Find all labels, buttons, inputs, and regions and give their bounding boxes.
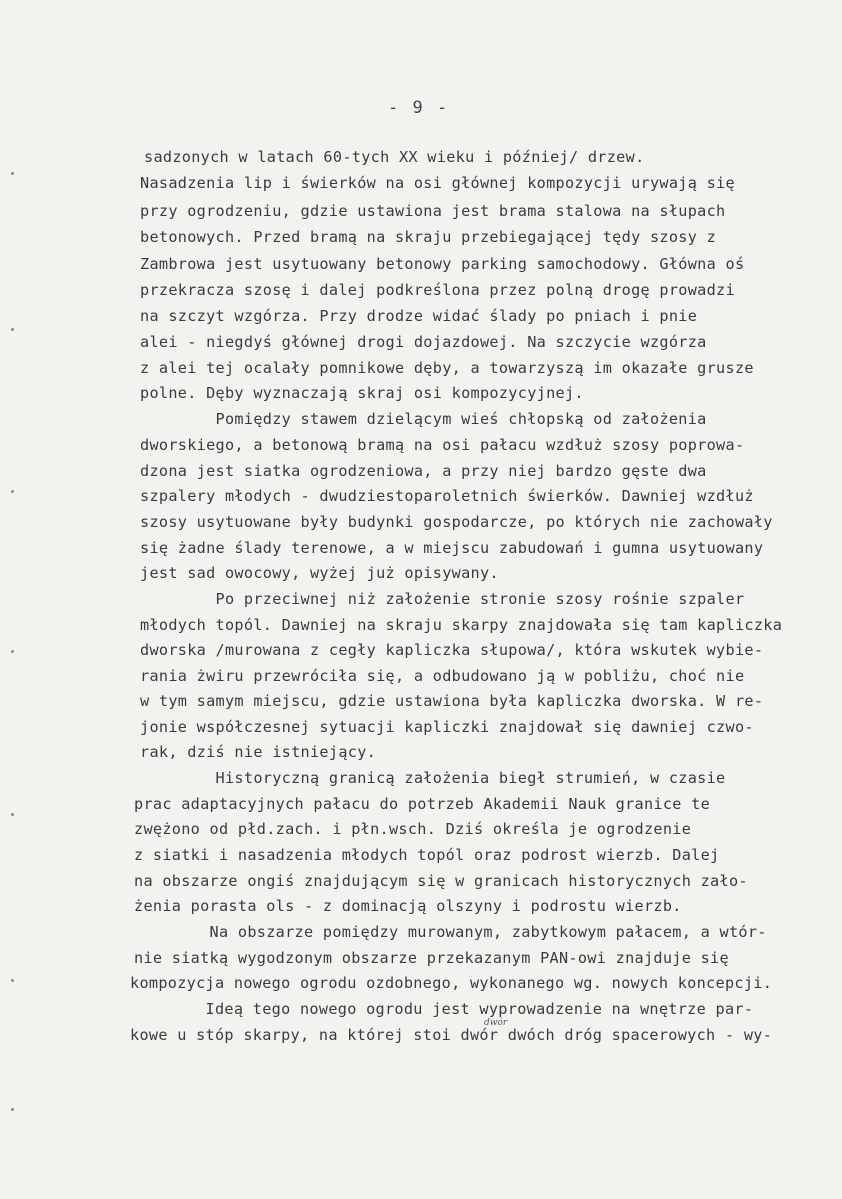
margin-mark bbox=[11, 328, 14, 331]
text-line: Po przeciwnej niż założenie stronie szosy rośnie szpaler bbox=[140, 590, 745, 608]
text-line: przekracza szosę i dalej podkreślona przez polną drogę prowadzi bbox=[140, 281, 735, 299]
text-line: na obszarze ongiś znajdującym się w granicach historycznych zało- bbox=[134, 872, 748, 890]
text-line: rania żwiru przewróciła się, a odbudowano ją w pobliżu, choć nie bbox=[140, 667, 745, 685]
margin-mark bbox=[11, 813, 14, 816]
text-line: szpalery młodych - dwudziestoparoletnich świerków. Dawniej wzdłuż bbox=[140, 487, 754, 505]
text-line: przy ogrodzeniu, gdzie ustawiona jest brama stalowa na słupach bbox=[140, 202, 726, 220]
margin-mark bbox=[11, 650, 14, 653]
text-line: młodych topól. Dawniej na skraju skarpy znajdowała się tam kapliczka bbox=[140, 616, 783, 634]
margin-mark bbox=[11, 172, 14, 175]
text-line: Nasadzenia lip i świerków na osi głównej kompozycji urywają się bbox=[140, 174, 735, 192]
text-line: na szczyt wzgórza. Przy drodze widać ślady po pniach i pnie bbox=[140, 307, 698, 325]
margin-mark bbox=[11, 490, 14, 493]
handwritten-annotation: dwór bbox=[484, 1018, 508, 1028]
text-line: kompozycja nowego ogrodu ozdobnego, wykonanego wg. nowych koncepcji. bbox=[130, 974, 773, 992]
text-line: dworska /murowana z cegły kapliczka słupowa/, która wskutek wybie- bbox=[140, 641, 764, 659]
text-line: Pomiędzy stawem dzielącym wieś chłopską od założenia bbox=[140, 410, 707, 428]
text-line: Zambrowa jest usytuowany betonowy parking samochodowy. Główna oś bbox=[140, 255, 745, 273]
text-line: Na obszarze pomiędzy murowanym, zabytkowym pałacem, a wtór- bbox=[134, 923, 767, 941]
text-line: się żadne ślady terenowe, a w miejscu zabudowań i gumna usytuowany bbox=[140, 539, 764, 557]
text-line: sadzonych w latach 60-tych XX wieku i później/ drzew. bbox=[144, 148, 645, 166]
text-line: polne. Dęby wyznaczają skraj osi kompozycyjnej. bbox=[140, 384, 584, 402]
text-line: z siatki i nasadzenia młodych topól oraz podrost wierzb. Dalej bbox=[134, 846, 720, 864]
text-line: dzona jest siatka ogrodzeniowa, a przy niej bardzo gęste dwa bbox=[140, 462, 707, 480]
text-line: kowe u stóp skarpy, na której stoi dwór dwóch dróg spacerowych - wy- bbox=[130, 1026, 773, 1044]
margin-mark bbox=[11, 1108, 14, 1111]
text-line: alei - niegdyś głównej drogi dojazdowej. Na szczycie wzgórza bbox=[140, 333, 707, 351]
text-line: jonie współczesnej sytuacji kapliczki znajdował się dawniej czwo- bbox=[140, 718, 754, 736]
text-line: betonowych. Przed bramą na skraju przebiegającej tędy szosy z bbox=[140, 228, 717, 246]
text-line: szosy usytuowane były budynki gospodarcze, po których nie zachowały bbox=[140, 513, 773, 531]
text-line: z alei tej ocalały pomnikowe dęby, a towarzyszą im okazałe grusze bbox=[140, 359, 754, 377]
text-line: rak, dziś nie istniejący. bbox=[140, 743, 377, 761]
text-line: w tym samym miejscu, gdzie ustawiona była kapliczka dworska. W re- bbox=[140, 692, 764, 710]
text-line: Historyczną granicą założenia biegł strumień, w czasie bbox=[140, 769, 726, 787]
text-line: nie siatką wygodzonym obszarze przekazanym PAN-owi znajduje się bbox=[134, 949, 729, 967]
text-line: prac adaptacyjnych pałacu do potrzeb Akademii Nauk granice te bbox=[134, 795, 711, 813]
text-line: żenia porasta ols - z dominacją olszyny i podrostu wierzb. bbox=[134, 897, 682, 915]
margin-mark bbox=[11, 979, 14, 982]
text-line: jest sad owocowy, wyżej już opisywany. bbox=[140, 564, 499, 582]
text-line: Ideą tego nowego ogrodu jest wyprowadzenie na wnętrze par- bbox=[130, 1000, 754, 1018]
text-line: zwężono od płd.zach. i płn.wsch. Dziś określa je ogrodzenie bbox=[134, 820, 692, 838]
text-line: dworskiego, a betonową bramą na osi pałacu wzdłuż szosy poprowa- bbox=[140, 436, 745, 454]
page-number: - 9 - bbox=[388, 98, 450, 118]
